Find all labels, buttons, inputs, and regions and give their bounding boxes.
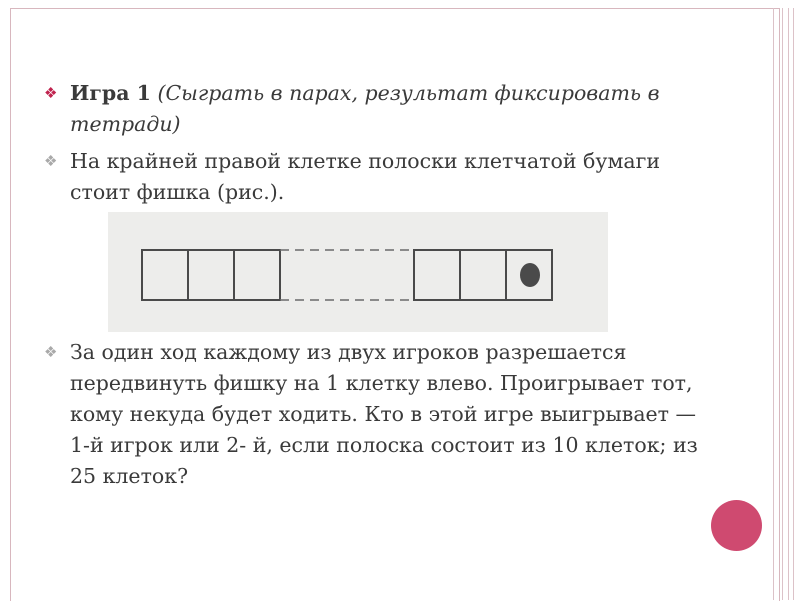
- checkered-strip-image: [108, 212, 608, 332]
- bullet-marker-icon: ❖: [44, 152, 58, 170]
- setup-text: На крайней правой клетке полоски клетчатой бумаги стоит фишка (рис.).: [70, 149, 661, 204]
- frame-line: [788, 8, 789, 600]
- frame-line: [773, 8, 774, 600]
- game-instruction: (Сыграть в парах, результат фиксировать в тетради): [70, 81, 660, 136]
- bullet-marker-icon: ❖: [44, 84, 58, 102]
- bullet-marker-icon: ❖: [44, 343, 58, 361]
- rules-block: [40, 337, 700, 498]
- strip-cell: [234, 250, 280, 300]
- strip-cell: [414, 250, 460, 300]
- frame-line: [793, 8, 794, 600]
- frame-line: [782, 8, 783, 600]
- strip-cell: [142, 250, 188, 300]
- game-title: Игра 1: [70, 81, 151, 105]
- bullet-rules: [40, 337, 700, 492]
- slide-content: [40, 78, 700, 214]
- strip-cell: [188, 250, 234, 300]
- bullet-setup: [40, 146, 700, 208]
- strip-cell: [460, 250, 506, 300]
- decorative-circle-icon: [711, 500, 762, 551]
- chip-icon: [520, 263, 540, 287]
- rules-text: За один ход каждому из двух игроков разрешается передвинуть фишку на 1 клетку влево. Проигрывает тот, кому некуда будет ходить. Кто в этой игре выигрывает — 1-й игрок или 2- й, если полоска состоит из 10 клеток; из 25 клеток?: [70, 340, 698, 488]
- bullet-game-title: [40, 78, 700, 140]
- strip-figure: [108, 212, 608, 332]
